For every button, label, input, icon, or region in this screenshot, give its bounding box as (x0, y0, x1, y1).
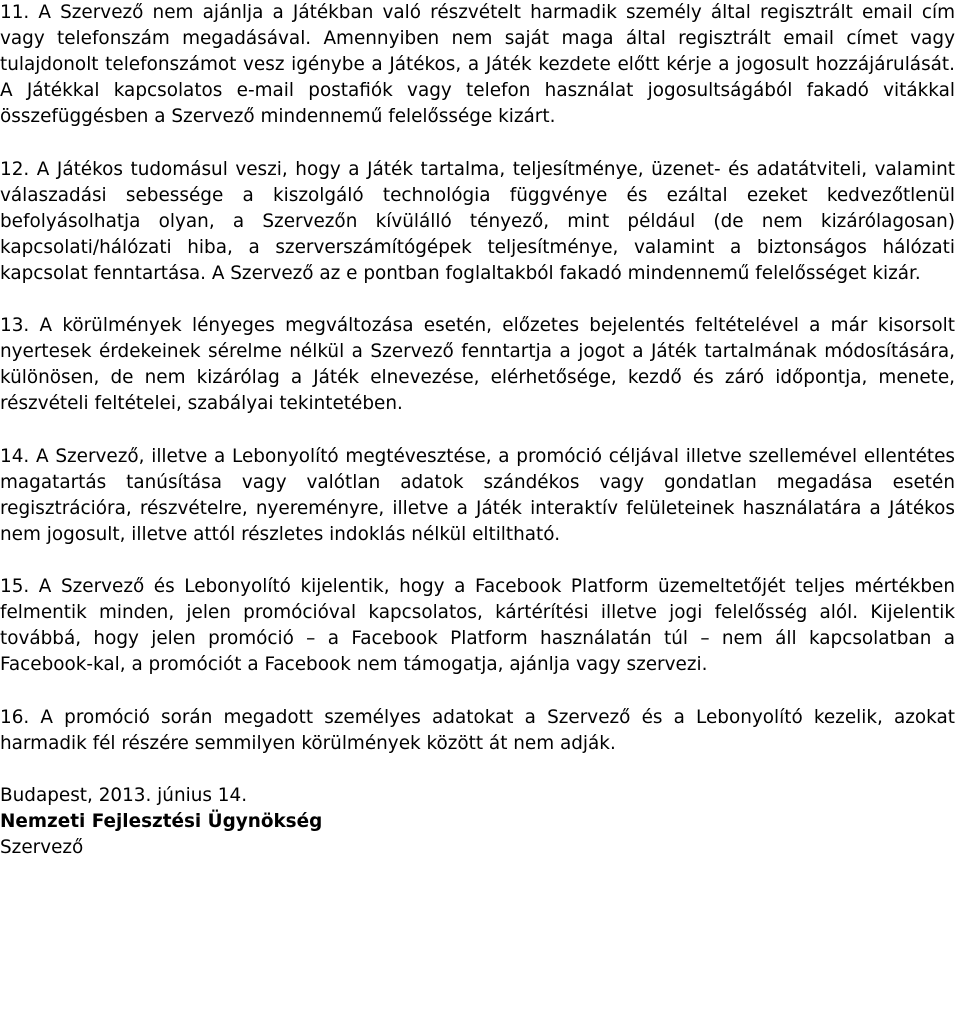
paragraph-13: 13. A körülmények lényeges megváltozása esetén, előzetes bejelentés feltételével a már kisorsolt nyertesek érdekeinek sérelme nélkül a Szervező fenntartja a jogot a Játék tartalmának módosítására, különösen, de nem kizárólag a Játék elnevezése, elérhetősége, kezdő és záró időpontja, menete, részvételi feltételei, szabályai tekintetében. (0, 315, 955, 415)
paragraph-15: 15. A Szervező és Lebonyolító kijelentik, hogy a Facebook Platform üzemeltetőjét teljes mértékben felmentik minden, jelen promócióval kapcsolatos, kártérítési illetve jogi felelősség alól. Kijelentik továbbá, hogy jelen promóció – a Facebook Platform használatán túl – nem áll kapcsolatban a Facebook-kal, a promóciót a Facebook nem támogatja, ajánlja vagy szervezi. (0, 576, 955, 676)
paragraph-12: 12. A Játékos tudomásul veszi, hogy a Játék tartalma, teljesítménye, üzenet- és adatátviteli, valamint válaszadási sebessége a kiszolgáló technológia függvénye és ezáltal ezeket kedvezőtlenül befolyásolhatja olyan, a Szervezőn kívülálló tényező, mint például (de nem kizárólagosan) kapcsolati/hálózati hiba, a szerverszámítógépek teljesítménye, valamint a biztonságos hálózati kapcsolat fenntartása. A Szervező az e pontban foglaltakból fakadó mindennemű felelősséget kizár. (0, 158, 955, 284)
signature-block (0, 783, 955, 861)
organization-name: Nemzeti Fejlesztési Ügynökség (0, 810, 323, 832)
paragraph-14: 14. A Szervező, illetve a Lebonyolító megtévesztése, a promóció céljával illetve szellemével ellentétes magatartás tanúsítása vagy valótlan adatok szándékos vagy gondatlan megadása esetén regisztrációra, részvételre, nyereményre, illetve a Játék interaktív felületeinek használatára a Játékos nem jogosult, illetve attól részletes indoklás nélkül eltiltható. (0, 445, 955, 545)
paragraph-16: 16. A promóció során megadott személyes adatokat a Szervező és a Lebonyolító kezelik, azokat harmadik fél részére semmilyen körülmények között át nem adják. (0, 706, 955, 754)
place-date: Budapest, 2013. június 14. (0, 784, 248, 806)
paragraph-11: 11. A Szervező nem ajánlja a Játékban való részvételt harmadik személy által regisztrált email cím vagy telefonszám megadásával. Amennyiben nem saját maga által regisztrált email címet vagy tulajdonolt telefonszámot vesz igénybe a Játékos, a Játék kezdete előtt kérje a jogosult hozzájárulását. A Játékkal kapcsolatos e-mail postafiók vagy telefon használat jogosultságából fakadó vitákkal összefüggésben a Szervező mindennemű felelőssége kizárt. (0, 2, 955, 128)
signer-role: Szervező (0, 837, 84, 858)
